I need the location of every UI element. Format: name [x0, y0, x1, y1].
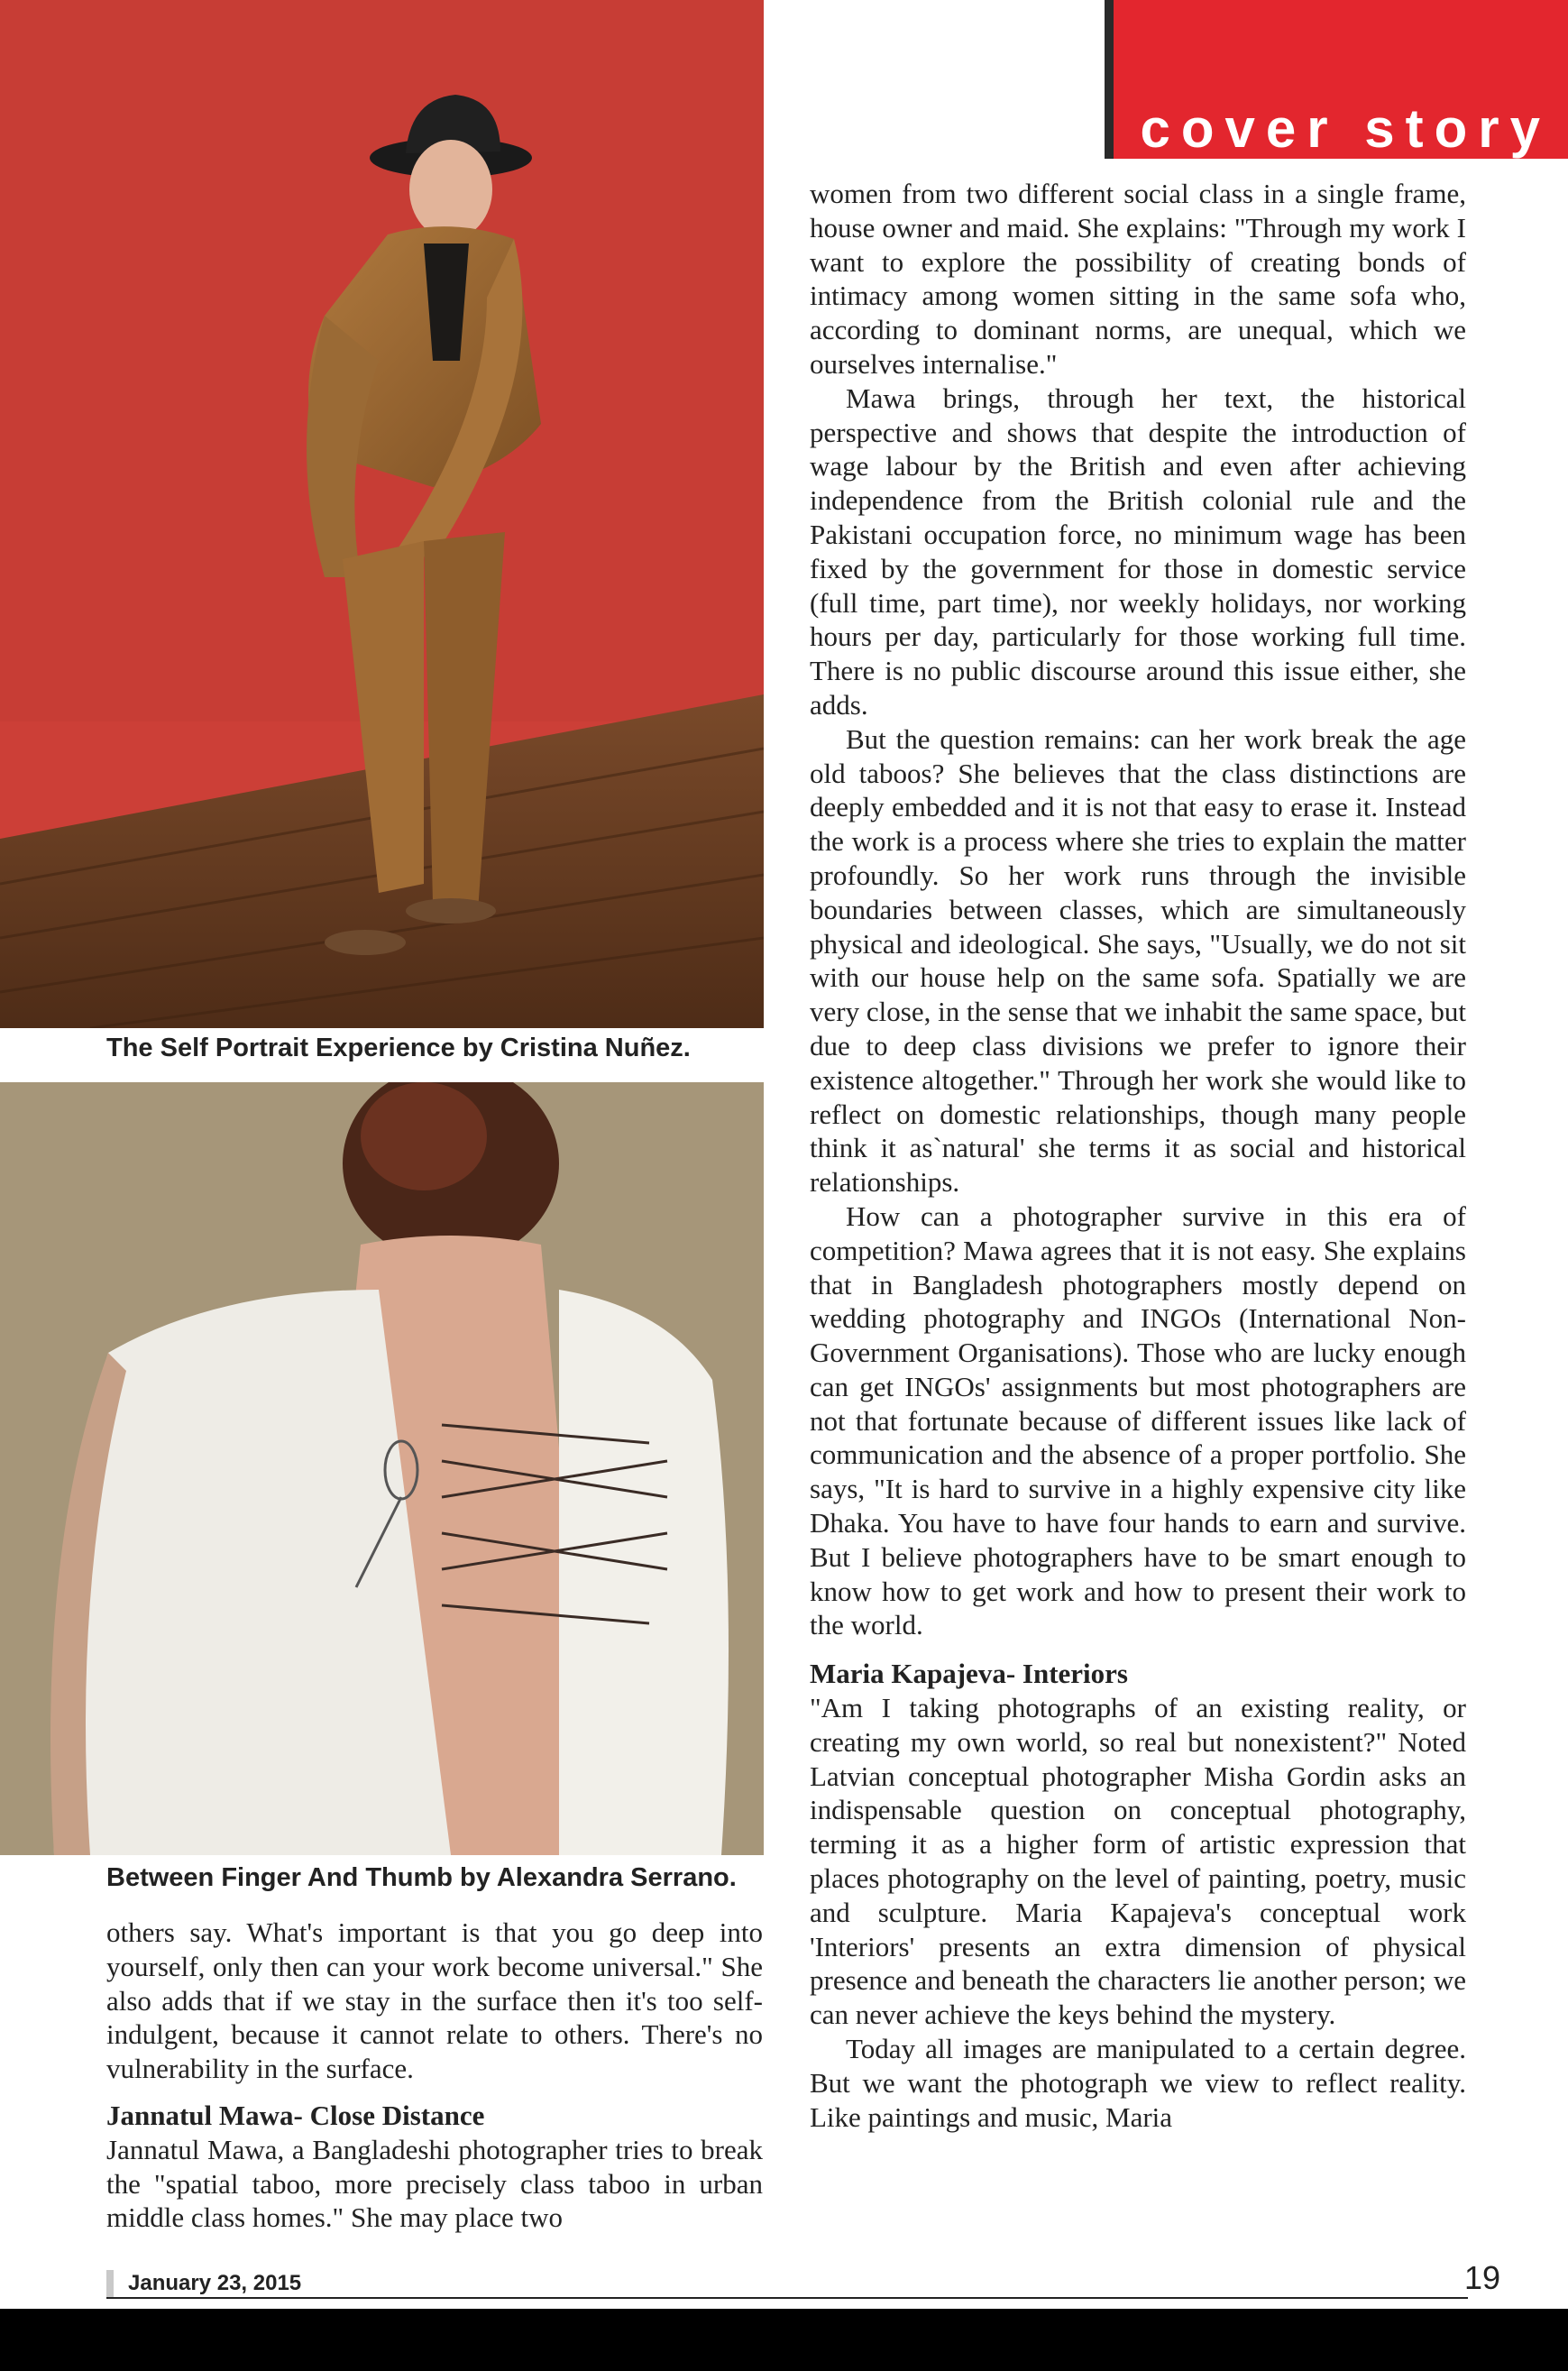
article-paragraph: others say. What's important is that you go deep into yourself, only then can your work become universal." She also adds that if we stay in the surface then it's too self-indulgent, because it cannot relate to others. There's no vulnerability in the surface.	[106, 1916, 763, 2085]
back-pins-illustration	[0, 1082, 764, 1855]
article-paragraph: How can a photographer survive in this era of competition? Mawa agrees that it is not easy. She explains that in Bangladesh photographers mostly depend on wedding photography and INGOs (International Non-Government Organisations). Those who are lucky enough can get INGOs' assignments but most photographers are not that fortunate because of different issues like lack of communication and the absence of a proper portfolio. She says, "It is hard to survive in a highly expensive city like Dhaka. You have to have four hands to earn and survive. But I believe photographers have to be smart enough to know how to get work and how to present their work to the world.	[810, 1199, 1466, 1641]
footer-divider	[106, 2297, 1468, 2299]
self-portrait-illustration	[0, 0, 764, 1028]
photo-between-finger-and-thumb	[0, 1082, 764, 1855]
section-label: cover story	[1140, 98, 1551, 159]
photo-caption: Between Finger And Thumb by Alexandra Serrano.	[106, 1863, 737, 1892]
article-right-column	[810, 177, 1466, 2134]
article-paragraph: Jannatul Mawa, a Bangladeshi photographer tries to break the "spatial taboo, more precisely class taboo in urban middle class homes." She may place two	[106, 2133, 763, 2234]
page-number: 19	[1463, 2259, 1500, 2296]
section-heading: Maria Kapajeva- Interiors	[810, 1658, 1128, 1690]
article-left-column	[106, 1916, 763, 2235]
article-paragraph: Mawa brings, through her text, the historical perspective and shows that despite the introduction of wage labour by the British and even after achieving independence from the British colonial rule and the Pakistani occupation force, no minimum wage has been fixed by the government for those in domestic service (full time, part time), nor weekly holidays, nor working hours per day, particularly for those working full time. There is no public discourse around this issue either, she adds.	[810, 381, 1466, 721]
photo-self-portrait	[0, 0, 764, 1028]
article-paragraph: But the question remains: can her work break the age old taboos? She believes that the class distinctions are deeply embedded and it is not that easy to erase it. Instead the work is a process where she tries to explain the matter profoundly. So her work runs through the invisible boundaries between classes, which are simultaneously physical and ideological. She says, "Usually, we do not sit with our house help on the same sofa. Spatially we are very close, in the sense that we inhabit the same space, but due to deep class divisions we prefer to ignore their existence altogether." Through her work she would like to reflect on domestic relationships, though many people think it as`natural' she terms it as social and historical relationships.	[810, 722, 1466, 1199]
article-paragraph: women from two different social class in a single frame, house owner and maid. She explains: "Through my work I want to explore the possibility of creating bonds of intimacy among women sitting in the same sofa who, according to dominant norms, are unequal, which we ourselves internalise."	[810, 178, 1466, 380]
article-paragraph: Today all images are manipulated to a certain degree. But we want the photograph we view to reflect reality. Like paintings and music, Maria	[810, 2033, 1466, 2133]
issue-date: January 23, 2015	[106, 2270, 301, 2297]
page-bottom-band	[0, 2309, 1568, 2371]
section-heading: Jannatul Mawa- Close Distance	[106, 2099, 485, 2131]
article-paragraph: "Am I taking photographs of an existing reality, or creating my own world, so real but nonexistent?" Noted Latvian conceptual photographer Misha Gordin asks an indispensable question on conceptual photography, terming it as a higher form of artistic expression that places photography on the level of painting, poetry, music and sculpture. Maria Kapajeva's conceptual work 'Interiors' presents an extra dimension of physical presence and beneath the characters lie another person; we can never achieve the keys behind the mystery.	[810, 1692, 1466, 2031]
photo-caption: The Self Portrait Experience by Cristina Nuñez.	[106, 1034, 691, 1062]
